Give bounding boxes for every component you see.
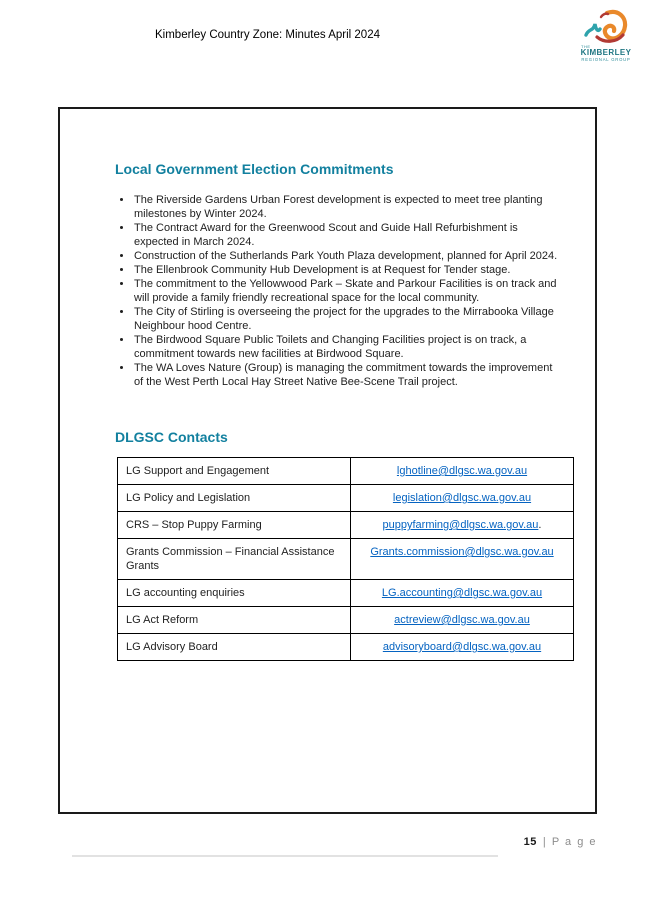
contacts-table-row	[118, 485, 574, 512]
commitment-bullet-item: • The City of Stirling is overseeing the project for the upgrades to the Mirrabooka Village Neighbour hood Centre.	[133, 305, 561, 333]
commitment-bullet-item: • Construction of the Sutherlands Park Youth Plaza development, planned for April 2024.	[133, 249, 561, 263]
contact-email-link[interactable]: puppyfarming@dlgsc.wa.gov.au	[382, 519, 539, 531]
document-header-title: Kimberley Country Zone: Minutes April 2024	[155, 29, 380, 41]
footer-divider	[72, 855, 498, 857]
section-heading-commitments: Local Government Election Commitments	[115, 161, 394, 177]
commitment-bullet-item: • The Riverside Gardens Urban Forest development is expected to meet tree planting milestones by Winter 2024.	[133, 193, 561, 221]
contact-email-cell	[351, 634, 574, 661]
email-suffix-text: .	[538, 519, 542, 531]
contacts-table-row	[118, 539, 574, 580]
contact-email-cell	[351, 485, 574, 512]
contact-label-cell: LG Act Reform	[118, 607, 351, 634]
contact-email-link[interactable]: lghotline@dlgsc.wa.gov.au	[396, 465, 528, 477]
commitments-bullet-list	[117, 193, 561, 389]
contact-label-cell: CRS – Stop Puppy Farming	[118, 512, 351, 539]
content-border-box	[58, 107, 597, 814]
contacts-table-row	[118, 458, 574, 485]
contacts-table-row	[118, 607, 574, 634]
contacts-table	[117, 457, 574, 661]
contact-email-cell	[351, 512, 574, 539]
contact-email-cell	[351, 580, 574, 607]
logo-wordmark	[575, 45, 637, 62]
commitment-bullet-item: • The WA Loves Nature (Group) is managing the commitment towards the improvement of the West Perth Local Hay Street Native Bee-Scene Trail project.	[133, 361, 561, 389]
contact-email-link[interactable]: actreview@dlgsc.wa.gov.au	[394, 614, 530, 626]
logo-swirl-icon	[583, 8, 629, 44]
contact-email-cell	[351, 458, 574, 485]
footer-page-number: 15	[523, 836, 537, 848]
contact-label-cell: LG accounting enquiries	[118, 580, 351, 607]
logo-line-kimberley: KIMBERLEY	[580, 48, 632, 58]
contact-email-link[interactable]: LG.accounting@dlgsc.wa.gov.au	[381, 587, 543, 599]
commitment-bullet-item: • The Birdwood Square Public Toilets and Changing Facilities project is on track, a commitment towards new facilities at Birdwood Square.	[133, 333, 561, 361]
contacts-table-row	[118, 512, 574, 539]
kimberley-regional-group-logo	[575, 8, 637, 70]
commitment-bullet-item: • The Ellenbrook Community Hub Development is at Request for Tender stage.	[133, 263, 561, 277]
commitment-bullet-item: • The Contract Award for the Greenwood Scout and Guide Hall Refurbishment is expected in March 2024.	[133, 221, 561, 249]
footer-page-label: | P a g e	[542, 836, 597, 848]
contacts-table-row	[118, 634, 574, 661]
section-heading-contacts: DLGSC Contacts	[115, 429, 228, 445]
contact-email-cell	[351, 539, 574, 580]
contact-email-link[interactable]: Grants.commission@dlgsc.wa.gov.au	[370, 546, 554, 558]
contact-email-link[interactable]: advisoryboard@dlgsc.wa.gov.au	[382, 641, 542, 653]
contact-label-cell: LG Support and Engagement	[118, 458, 351, 485]
contacts-table-row	[118, 580, 574, 607]
logo-line-the: THE	[581, 44, 591, 49]
contact-email-link[interactable]: legislation@dlgsc.wa.gov.au	[392, 492, 532, 504]
contact-email-cell	[351, 607, 574, 634]
contact-label-cell: LG Advisory Board	[118, 634, 351, 661]
page-footer	[524, 836, 597, 848]
logo-line-group: REGIONAL GROUP	[581, 56, 631, 62]
contact-label-cell: Grants Commission – Financial Assistance Grants	[118, 539, 351, 580]
contact-label-cell: LG Policy and Legislation	[118, 485, 351, 512]
commitment-bullet-item: • The commitment to the Yellowwood Park – Skate and Parkour Facilities is on track and will provide a family friendly recreational space for the local community.	[133, 277, 561, 305]
